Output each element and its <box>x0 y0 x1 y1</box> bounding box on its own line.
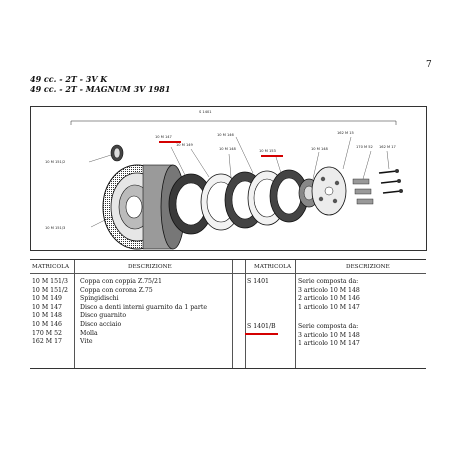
row-description: Spingidischi <box>80 295 119 303</box>
group1-line: 3 articolo 10 M 148 <box>298 286 360 294</box>
group1-lines <box>298 278 360 312</box>
pressure-plate-part <box>312 167 346 215</box>
group2-lines <box>298 323 360 349</box>
left-code-column <box>32 278 68 347</box>
callout-label: 10 M 148 <box>311 147 328 151</box>
group2-line: 3 articolo 10 M 148 <box>298 331 360 339</box>
highlight-marker <box>159 141 181 143</box>
clutch-drawing <box>31 107 426 250</box>
column-divider <box>74 260 75 368</box>
row-description: Coppa con corona Z.75 <box>80 286 153 294</box>
header-divider <box>30 273 426 274</box>
callout-label: 10 M 149 <box>176 143 193 147</box>
group1-line: 2 articolo 10 M 146 <box>298 295 360 303</box>
group2-highlight <box>245 333 278 335</box>
model-title-magnum: 49 cc. - 2T - MAGNUM 3V 1981 <box>30 84 171 94</box>
group2-code: S 1401/B <box>247 323 276 330</box>
page-number: 7 <box>426 60 432 70</box>
column-divider <box>232 260 233 368</box>
row-description: Coppa con coppia Z.75/21 <box>80 278 162 285</box>
highlight-marker <box>261 155 283 157</box>
group1-code: S 1401 <box>247 278 269 285</box>
left-desc-column <box>80 278 207 347</box>
callout-label: 162 M 17 <box>379 145 396 149</box>
left-header-matricola: MATRICOLA <box>32 264 70 270</box>
callout-label: 10 M 146 <box>217 133 234 137</box>
row-description: Molla <box>80 329 98 337</box>
column-divider <box>295 260 296 368</box>
row-description: Disco a denti interni guarnito da 1 parte <box>80 303 207 311</box>
row-code: 10 M 151/2 <box>32 286 68 294</box>
springs-part <box>353 179 373 204</box>
callout-label: 10 M 151/2 <box>45 160 66 164</box>
callout-label: 10 M 147 <box>155 135 172 139</box>
callout-label: 162 M 15 <box>337 131 354 135</box>
small-gear-part <box>111 145 123 161</box>
callout-label: 10 M 153 <box>259 149 276 153</box>
row-code: 10 M 146 <box>32 320 62 328</box>
row-description: Disco guarnito <box>80 312 127 320</box>
parts-table <box>30 259 426 369</box>
right-header-descrizione: DESCRIZIONE <box>346 264 390 270</box>
group2-line: Serie composta da: <box>298 323 359 330</box>
column-divider <box>245 260 246 368</box>
left-header-descrizione: DESCRIZIONE <box>128 264 172 270</box>
group1-line: 1 articolo 10 M 147 <box>298 303 360 311</box>
group1-line: Serie composta da: <box>298 278 359 285</box>
group-label: S 1401 <box>199 110 212 114</box>
right-header-matricola: MATRICOLA <box>254 264 292 270</box>
model-title-3vk: 49 cc. - 2T - 3V K <box>30 74 108 84</box>
row-code: 10 M 148 <box>32 312 62 320</box>
row-code: 10 M 149 <box>32 295 62 303</box>
callout-label: 10 M 148 <box>219 147 236 151</box>
row-code: 10 M 151/3 <box>32 278 68 285</box>
row-code: 162 M 17 <box>32 338 62 346</box>
callout-label: 170 M 52 <box>356 145 373 149</box>
row-code: 170 M 52 <box>32 329 62 337</box>
row-description: Disco acciaio <box>80 320 122 328</box>
screws-part <box>379 169 403 193</box>
model-headings <box>30 74 170 94</box>
row-description: Vite <box>80 338 93 346</box>
exploded-clutch-diagram <box>30 106 427 251</box>
group2-line: 1 articolo 10 M 147 <box>298 340 360 348</box>
row-code: 10 M 147 <box>32 303 62 311</box>
callout-label: 10 M 151/3 <box>45 226 66 230</box>
